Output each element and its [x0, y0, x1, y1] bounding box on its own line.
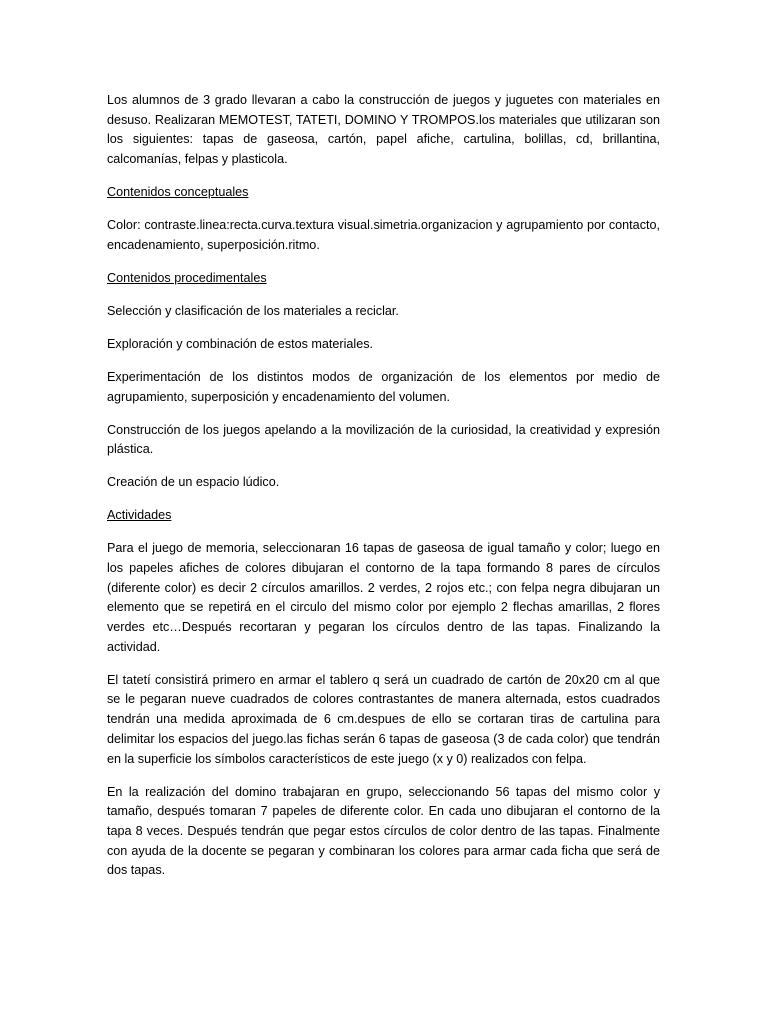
heading-actividades: Actividades	[107, 508, 172, 523]
procedimental-item: Experimentación de los distintos modos de organización de los elementos por medio de agrupamiento, superposición y encadenamiento del volumen.	[107, 369, 660, 404]
procedimental-item: Selección y clasificación de los materiales a reciclar.	[107, 303, 399, 318]
heading-contenidos-conceptuales: Contenidos conceptuales	[107, 185, 249, 200]
procedimental-item: Exploración y combinación de estos materiales.	[107, 336, 373, 351]
intro-paragraph: Los alumnos de 3 grado llevaran a cabo la construcción de juegos y juguetes con materiales en desuso. Realizaran MEMOTEST, TATETI, DOMINO Y TROMPOS.los materiales que utilizaran son los siguientes: tapas de gaseosa, cartón, papel afiche, cartulina, bolillas, cd, brillantina, calcomanías, felpas y plasticola.	[107, 93, 660, 167]
heading-contenidos-procedimentales: Contenidos procedimentales	[107, 270, 267, 285]
procedimental-item: Creación de un espacio lúdico.	[107, 475, 280, 490]
procedimental-item: Construcción de los juegos apelando a la movilización de la curiosidad, la creatividad y expresión plástica.	[107, 422, 660, 457]
document-page	[107, 91, 660, 894]
actividad-domino-paragraph: En la realización del domino trabajaran en grupo, seleccionando 56 tapas del mismo color y tamaño, después tomaran 7 papeles de diferente color. En cada uno dibujaran el contorno de la tapa 8 veces. Después tendrán que pegar estos círculos de color dentro de las tapas. Finalmente con ayuda de la docente se pegaran y combinaran los colores para armar cada ficha que será de dos tapas.	[107, 784, 660, 878]
actividad-memoria-paragraph: Para el juego de memoria, seleccionaran 16 tapas de gaseosa de igual tamaño y color; luego en los papeles afiches de colores dibujaran el contorno de la tapa formando 8 pares de círculos (diferente color) es decir 2 círculos amarillos. 2 verdes, 2 rojos etc.; con felpa negra dibujaran un elemento que se repetirá en el circulo del mismo color por ejemplo 2 flechas amarillas, 2 flores verdes etc…Después recortaran y pegaran los círculos dentro de las tapas. Finalizando la actividad.	[107, 541, 660, 654]
conceptuales-paragraph: Color: contraste.linea:recta.curva.textura visual.simetria.organizacion y agrupamiento por contacto, encadenamiento, superposición.ritmo.	[107, 218, 660, 252]
actividad-tateti-paragraph: El tatetí consistirá primero en armar el tablero q será un cuadrado de cartón de 20x20 cm al que se le pegaran nueve cuadrados de colores contrastantes de manera alternada, estos cuadrados tendrán una medida aproximada de 6 cm.despues de ello se cortaran tiras de cartulina para delimitar los espacios del juego.las fichas serán 6 tapas de gaseosa (3 de cada color) que tendrán en la superficie los símbolos característicos de este juego (x y 0) realizados con felpa.	[107, 672, 660, 766]
